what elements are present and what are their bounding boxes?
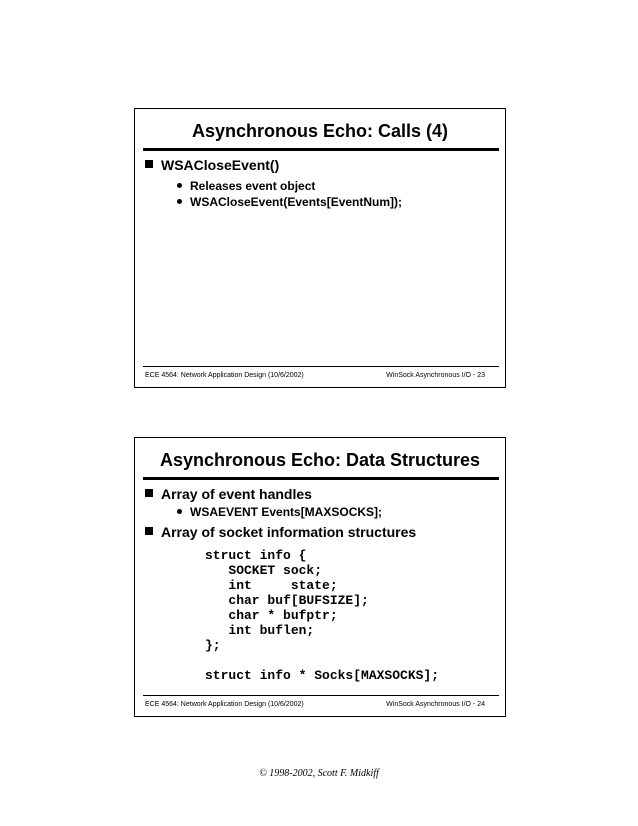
footer-page: WinSock Asynchronous I/O - 24 [386, 701, 485, 708]
round-bullet-icon [177, 183, 182, 188]
bullet-item [145, 524, 416, 540]
code-block: struct info { SOCKET sock; int state; char buf[BUFSIZE]; char * bufptr; int buflen; }; struct info * Socks[MAXSOCKS]; [205, 548, 440, 683]
footer-course: ECE 4564: Network Application Design (10/6/2002) [145, 701, 304, 708]
square-bullet-icon [145, 160, 153, 168]
sub-bullet-text: WSACloseEvent(Events[EventNum]); [190, 195, 403, 209]
bullet-text: Array of socket information structures [161, 524, 417, 540]
footer-divider [143, 695, 499, 696]
title-divider [143, 148, 499, 151]
round-bullet-icon [177, 509, 182, 514]
slide-title: Asynchronous Echo: Calls (4) [191, 121, 449, 141]
slide-23 [134, 108, 506, 388]
square-bullet-icon [145, 527, 153, 535]
sub-bullet-item [177, 505, 382, 519]
sub-bullet-text: Releases event object [190, 179, 316, 193]
bullet-item [145, 157, 279, 173]
slide-24 [134, 437, 506, 717]
copyright-notice: © 1998-2002, Scott F. Midkiff [259, 768, 379, 779]
footer-divider [143, 366, 499, 367]
sub-bullet-item [177, 179, 315, 193]
sub-bullet-item [177, 195, 402, 209]
bullet-text: WSACloseEvent() [161, 157, 280, 173]
footer-course: ECE 4564: Network Application Design (10/6/2002) [145, 372, 304, 379]
footer-page: WinSock Asynchronous I/O - 23 [386, 372, 485, 379]
bullet-text: Array of event handles [161, 486, 312, 502]
round-bullet-icon [177, 199, 182, 204]
bullet-item [145, 486, 312, 502]
sub-bullet-text: WSAEVENT Events[MAXSOCKS]; [190, 505, 383, 519]
title-divider [143, 477, 499, 480]
slide-title: Asynchronous Echo: Data Structures [159, 450, 481, 470]
square-bullet-icon [145, 489, 153, 497]
